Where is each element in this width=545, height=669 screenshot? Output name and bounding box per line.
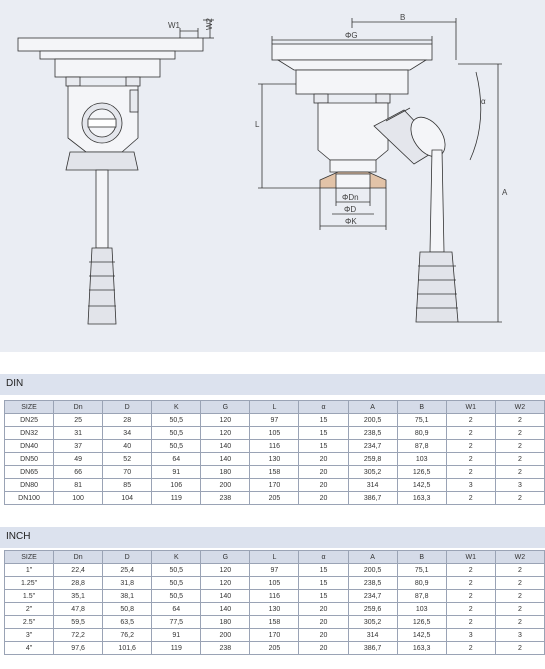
inch-column-header: G — [201, 551, 250, 564]
table-cell: 130 — [250, 453, 299, 466]
table-cell: 25,4 — [103, 564, 152, 577]
table-cell: 163,3 — [397, 492, 446, 505]
table-cell: 386,7 — [348, 492, 397, 505]
table-cell: 87,8 — [397, 590, 446, 603]
table-cell: 50,5 — [152, 427, 201, 440]
din-column-header: D — [103, 401, 152, 414]
table-cell: 87,8 — [397, 440, 446, 453]
table-cell: 234,7 — [348, 590, 397, 603]
table-cell: 2 — [446, 603, 495, 616]
table-cell: 20 — [299, 603, 348, 616]
table-cell: 80,9 — [397, 427, 446, 440]
table-cell: 50,5 — [152, 440, 201, 453]
table-cell: 106 — [152, 479, 201, 492]
table-cell: 77,5 — [152, 616, 201, 629]
table-cell: 158 — [250, 466, 299, 479]
table-cell: 180 — [201, 466, 250, 479]
table-cell: 105 — [250, 577, 299, 590]
label-g: ΦG — [345, 31, 358, 40]
side-view — [258, 18, 502, 322]
din-spec-table — [4, 400, 545, 505]
table-cell: 120 — [201, 427, 250, 440]
table-cell: DN25 — [5, 414, 54, 427]
table-cell: 75,1 — [397, 414, 446, 427]
table-cell: 2 — [495, 642, 544, 655]
table-cell: 70 — [103, 466, 152, 479]
table-cell: DN40 — [5, 440, 54, 453]
table-cell: 25 — [54, 414, 103, 427]
table-cell: 20 — [299, 479, 348, 492]
table-row — [5, 466, 545, 479]
label-l: L — [255, 120, 260, 129]
table-cell: 66 — [54, 466, 103, 479]
table-cell: 2 — [495, 453, 544, 466]
table-row — [5, 577, 545, 590]
table-cell: 15 — [299, 440, 348, 453]
table-cell: 305,2 — [348, 466, 397, 479]
table-cell: 31,8 — [103, 577, 152, 590]
table-cell: 140 — [201, 440, 250, 453]
table-cell: 2 — [446, 616, 495, 629]
inch-column-header: B — [397, 551, 446, 564]
table-cell: 81 — [54, 479, 103, 492]
table-cell: 1.5" — [5, 590, 54, 603]
table-cell: 259,6 — [348, 603, 397, 616]
table-cell: 64 — [152, 453, 201, 466]
table-cell: 200 — [201, 479, 250, 492]
table-cell: 37 — [54, 440, 103, 453]
din-column-header: G — [201, 401, 250, 414]
table-cell: 50,8 — [103, 603, 152, 616]
table-cell: 97 — [250, 414, 299, 427]
table-cell: 50,5 — [152, 577, 201, 590]
table-cell: 35,1 — [54, 590, 103, 603]
table-row — [5, 603, 545, 616]
inch-column-header: Dn — [54, 551, 103, 564]
inch-column-header: D — [103, 551, 152, 564]
table-cell: 85 — [103, 479, 152, 492]
table-cell: 140 — [201, 603, 250, 616]
label-a: A — [502, 188, 508, 197]
table-cell: 4" — [5, 642, 54, 655]
table-cell: 238 — [201, 642, 250, 655]
din-column-header: B — [397, 401, 446, 414]
table-cell: 116 — [250, 590, 299, 603]
inch-table-body — [5, 564, 545, 655]
table-cell: 2 — [446, 466, 495, 479]
table-cell: 50,5 — [152, 590, 201, 603]
table-cell: 180 — [201, 616, 250, 629]
table-cell: 2 — [495, 616, 544, 629]
table-cell: 101,6 — [103, 642, 152, 655]
table-row — [5, 479, 545, 492]
table-cell: 386,7 — [348, 642, 397, 655]
table-row — [5, 414, 545, 427]
table-cell: 20 — [299, 466, 348, 479]
table-cell: 47,8 — [54, 603, 103, 616]
table-cell: 314 — [348, 629, 397, 642]
table-cell: 28 — [103, 414, 152, 427]
table-cell: 1" — [5, 564, 54, 577]
table-cell: 200 — [201, 629, 250, 642]
table-cell: DN32 — [5, 427, 54, 440]
table-cell: 2 — [495, 427, 544, 440]
table-cell: 238 — [201, 492, 250, 505]
table-cell: 126,5 — [397, 616, 446, 629]
din-title: DIN — [6, 378, 24, 389]
table-row — [5, 616, 545, 629]
table-cell: DN80 — [5, 479, 54, 492]
label-dn: ΦDn — [342, 193, 359, 202]
table-cell: 238,5 — [348, 427, 397, 440]
table-cell: 103 — [397, 603, 446, 616]
table-cell: 59,5 — [54, 616, 103, 629]
table-cell: 104 — [103, 492, 152, 505]
table-cell: 2 — [495, 440, 544, 453]
table-cell: DN65 — [5, 466, 54, 479]
table-cell: 200,5 — [348, 414, 397, 427]
table-cell: 2 — [495, 466, 544, 479]
table-row — [5, 629, 545, 642]
table-cell: 120 — [201, 577, 250, 590]
table-cell: 2 — [495, 577, 544, 590]
inch-header-row — [5, 551, 545, 564]
table-cell: 3 — [495, 479, 544, 492]
table-row — [5, 440, 545, 453]
table-row — [5, 564, 545, 577]
table-cell: 116 — [250, 440, 299, 453]
table-cell: 80,9 — [397, 577, 446, 590]
table-cell: 2 — [495, 564, 544, 577]
din-table-body — [5, 414, 545, 505]
inch-spec-table — [4, 550, 545, 655]
table-cell: 140 — [201, 590, 250, 603]
table-cell: 305,2 — [348, 616, 397, 629]
table-cell: 64 — [152, 603, 201, 616]
table-cell: 119 — [152, 642, 201, 655]
table-cell: 120 — [201, 564, 250, 577]
table-cell: 120 — [201, 414, 250, 427]
din-column-header: α — [299, 401, 348, 414]
table-cell: 100 — [54, 492, 103, 505]
table-cell: 142,5 — [397, 479, 446, 492]
din-column-header: K — [152, 401, 201, 414]
table-cell: 76,2 — [103, 629, 152, 642]
table-cell: 2 — [446, 577, 495, 590]
table-cell: 126,5 — [397, 466, 446, 479]
table-cell: 259,8 — [348, 453, 397, 466]
label-k: ΦK — [345, 217, 357, 226]
table-cell: 2 — [495, 590, 544, 603]
table-row — [5, 453, 545, 466]
din-header-row — [5, 401, 545, 414]
inch-column-header: A — [348, 551, 397, 564]
front-view — [18, 20, 214, 324]
table-row — [5, 427, 545, 440]
table-cell: 3 — [495, 629, 544, 642]
table-cell: 20 — [299, 453, 348, 466]
table-cell: DN50 — [5, 453, 54, 466]
inch-column-header: α — [299, 551, 348, 564]
table-cell: 40 — [103, 440, 152, 453]
table-cell: 234,7 — [348, 440, 397, 453]
table-cell: 91 — [152, 466, 201, 479]
inch-column-header: SIZE — [5, 551, 54, 564]
label-w1: W1 — [168, 21, 180, 30]
table-cell: 50,5 — [152, 414, 201, 427]
table-cell: 1.25" — [5, 577, 54, 590]
table-cell: 3 — [446, 479, 495, 492]
table-cell: 200,5 — [348, 564, 397, 577]
table-row — [5, 642, 545, 655]
din-column-header: A — [348, 401, 397, 414]
table-cell: 119 — [152, 492, 201, 505]
table-cell: 170 — [250, 479, 299, 492]
table-cell: 15 — [299, 414, 348, 427]
table-cell: 163,3 — [397, 642, 446, 655]
table-cell: 28,8 — [54, 577, 103, 590]
table-cell: 2 — [446, 492, 495, 505]
label-d: ΦD — [344, 205, 357, 214]
table-cell: 97,6 — [54, 642, 103, 655]
table-cell: 170 — [250, 629, 299, 642]
label-w2: W2 — [205, 18, 214, 30]
din-section-header — [0, 374, 545, 395]
table-cell: 2 — [446, 590, 495, 603]
table-cell: 3" — [5, 629, 54, 642]
table-cell: 50,5 — [152, 564, 201, 577]
table-cell: 72,2 — [54, 629, 103, 642]
table-cell: 31 — [54, 427, 103, 440]
table-cell: 22,4 — [54, 564, 103, 577]
table-cell: 75,1 — [397, 564, 446, 577]
inch-section-header — [0, 527, 545, 548]
din-column-header: Dn — [54, 401, 103, 414]
table-cell: 158 — [250, 616, 299, 629]
din-column-header: SIZE — [5, 401, 54, 414]
table-cell: 34 — [103, 427, 152, 440]
table-cell: 20 — [299, 616, 348, 629]
table-cell: 2 — [446, 440, 495, 453]
table-cell: 52 — [103, 453, 152, 466]
table-cell: 2 — [446, 642, 495, 655]
table-cell: 142,5 — [397, 629, 446, 642]
table-cell: 2 — [446, 453, 495, 466]
table-cell: 2 — [495, 603, 544, 616]
table-row — [5, 492, 545, 505]
table-cell: 2 — [495, 414, 544, 427]
table-cell: 91 — [152, 629, 201, 642]
table-cell: 205 — [250, 642, 299, 655]
table-cell: 140 — [201, 453, 250, 466]
label-b: B — [400, 13, 406, 22]
table-cell: 15 — [299, 564, 348, 577]
table-row — [5, 590, 545, 603]
din-column-header: W1 — [446, 401, 495, 414]
table-cell: 2" — [5, 603, 54, 616]
table-cell: 205 — [250, 492, 299, 505]
din-column-header: L — [250, 401, 299, 414]
table-cell: 105 — [250, 427, 299, 440]
table-cell: 49 — [54, 453, 103, 466]
table-cell: 2 — [446, 414, 495, 427]
table-cell: 130 — [250, 603, 299, 616]
table-cell: 103 — [397, 453, 446, 466]
table-cell: 2 — [495, 492, 544, 505]
table-cell: 15 — [299, 427, 348, 440]
table-cell: 15 — [299, 577, 348, 590]
inch-column-header: W1 — [446, 551, 495, 564]
table-cell: 20 — [299, 492, 348, 505]
inch-column-header: K — [152, 551, 201, 564]
inch-column-header: W2 — [495, 551, 544, 564]
table-cell: 63,5 — [103, 616, 152, 629]
table-cell: 15 — [299, 590, 348, 603]
table-cell: 2 — [446, 427, 495, 440]
table-cell: DN100 — [5, 492, 54, 505]
table-cell: 238,5 — [348, 577, 397, 590]
table-cell: 3 — [446, 629, 495, 642]
table-cell: 2 — [446, 564, 495, 577]
table-cell: 38,1 — [103, 590, 152, 603]
label-alpha: α — [481, 97, 486, 106]
inch-title: INCH — [6, 531, 31, 542]
table-cell: 20 — [299, 629, 348, 642]
table-cell: 2.5" — [5, 616, 54, 629]
table-cell: 97 — [250, 564, 299, 577]
din-column-header: W2 — [495, 401, 544, 414]
inch-column-header: L — [250, 551, 299, 564]
table-cell: 20 — [299, 642, 348, 655]
table-cell: 314 — [348, 479, 397, 492]
